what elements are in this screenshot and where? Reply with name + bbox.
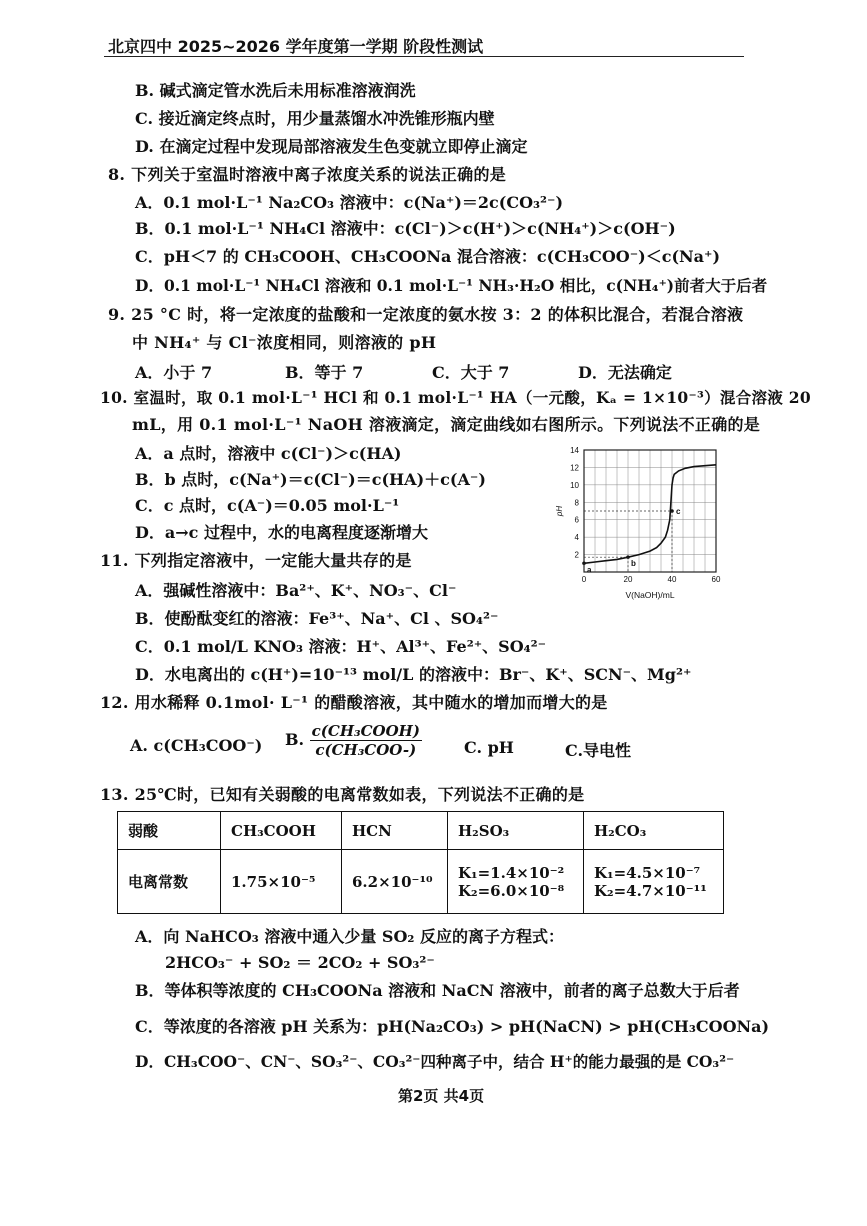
x-tick-label: 0 xyxy=(581,575,587,584)
point-b-label: b xyxy=(631,559,636,569)
q10-option-b: B．b 点时，c(Na⁺)＝c(Cl⁻)＝c(HA)＋c(A⁻) xyxy=(135,470,486,489)
fraction-denominator: c(CH₃COO-) xyxy=(315,741,417,759)
q13-option-a-equation: 2HCO₃⁻ + SO₂ ＝ 2CO₂ + SO₃²⁻ xyxy=(165,953,435,972)
q7-option-b: B. 碱式滴定管水洗后未用标准溶液润洗 xyxy=(135,81,416,100)
q9-stem-line1: 9. 25 °C 时，将一定浓度的盐酸和一定浓度的氨水按 3：2 的体积比混合，若混合溶液 xyxy=(108,305,744,324)
q12-option-c: C. pH xyxy=(464,738,514,757)
q12-option-b-label: B. xyxy=(285,730,305,749)
table-row xyxy=(118,850,724,914)
q10-stem-line2: mL，用 0.1 mol·L⁻¹ NaOH 溶液滴定，滴定曲线如右图所示。下列说法不正确的是 xyxy=(132,415,761,434)
h2so3-k1: K₁=1.4×10⁻² xyxy=(458,863,565,882)
q10-option-a: A．a 点时，溶液中 c(Cl⁻)＞c(HA) xyxy=(135,444,402,463)
q13-option-a-line1: A．向 NaHCO₃ 溶液中通入少量 SO₂ 反应的离子方程式： xyxy=(135,927,564,946)
table-header-row xyxy=(118,812,724,850)
header-rule xyxy=(104,56,744,57)
table-header-cell: H₂SO₃ xyxy=(448,812,584,850)
q9-stem-line2: 中 NH₄⁺ 与 Cl⁻浓度相同，则溶液的 pH xyxy=(132,333,437,352)
q8-option-c: C．pH＜7 的 CH₃COOH、CH₃COONa 混合溶液：c(CH₃COO⁻)＜c(Na⁺) xyxy=(135,247,721,266)
x-tick-label: 40 xyxy=(667,575,677,584)
table-cell: 6.2×10⁻¹⁰ xyxy=(342,850,448,914)
h2so3-k2: K₂=6.0×10⁻⁸ xyxy=(458,881,565,900)
x-tick-label: 20 xyxy=(623,575,633,584)
q12-stem: 12. 用水稀释 0.1mol· L⁻¹ 的醋酸溶液，其中随水的增加而增大的是 xyxy=(100,693,608,712)
ionization-constant-table xyxy=(117,811,724,914)
q8-option-d: D．0.1 mol·L⁻¹ NH₄Cl 溶液和 0.1 mol·L⁻¹ NH₃·H₂O 相比，c(NH₄⁺)前者大于后者 xyxy=(135,276,768,295)
q11-option-a: A．强碱性溶液中：Ba²⁺、K⁺、NO₃⁻、Cl⁻ xyxy=(135,581,457,600)
point-a-label: a xyxy=(587,565,592,575)
q7-option-d: D. 在滴定过程中发现局部溶液发生色变就立即停止滴定 xyxy=(135,137,528,156)
table-header-cell: H₂CO₃ xyxy=(584,812,724,850)
q11-stem: 11. 下列指定溶液中，一定能大量共存的是 xyxy=(100,551,412,570)
titration-curve-chart xyxy=(548,440,748,610)
h2co3-k2: K₂=4.7×10⁻¹¹ xyxy=(594,881,707,900)
q12-option-d: C.导电性 xyxy=(565,741,632,760)
table-header-cell: CH₃COOH xyxy=(221,812,342,850)
q8-option-b: B．0.1 mol·L⁻¹ NH₄Cl 溶液中：c(Cl⁻)＞c(H⁺)＞c(NH₄⁺)＞c(OH⁻) xyxy=(135,219,676,238)
q11-option-d: D．水电离出的 c(H⁺)=10⁻¹³ mol/L 的溶液中：Br⁻、K⁺、SCN⁻、Mg²⁺ xyxy=(135,665,692,684)
table-header-cell: HCN xyxy=(342,812,448,850)
q13-option-b: B．等体积等浓度的 CH₃COONa 溶液和 NaCN 溶液中，前者的离子总数大于后者 xyxy=(135,981,740,1000)
table-cell: 1.75×10⁻⁵ xyxy=(221,850,342,914)
page-footer: 第2页 共4页 xyxy=(398,1087,485,1105)
q8-option-a: A．0.1 mol·L⁻¹ Na₂CO₃ 溶液中：c(Na⁺)＝2c(CO₃²⁻) xyxy=(135,193,564,212)
h2co3-k1: K₁=4.5×10⁻⁷ xyxy=(594,863,701,882)
q9-option-b: B．等于 7 xyxy=(285,363,364,382)
q10-option-d: D．a→c 过程中，水的电离程度逐渐增大 xyxy=(135,523,428,542)
table-cell xyxy=(448,850,584,914)
point-c-label: c xyxy=(676,507,681,516)
q13-option-c: C．等浓度的各溶液 pH 关系为：pH(Na₂CO₃) > pH(NaCN) > pH(CH₃COONa) xyxy=(135,1017,770,1036)
y-tick-label: 6 xyxy=(574,515,579,525)
q12-option-b xyxy=(285,722,422,759)
q9-option-d: D．无法确定 xyxy=(578,363,672,382)
q11-option-c: C．0.1 mol/L KNO₃ 溶液：H⁺、Al³⁺、Fe²⁺、SO₄²⁻ xyxy=(135,637,547,656)
q8-stem: 8. 下列关于室温时溶液中离子浓度关系的说法正确的是 xyxy=(108,165,507,184)
y-tick-label: 8 xyxy=(574,498,579,508)
table-cell xyxy=(584,850,724,914)
q9-option-a: A．小于 7 xyxy=(135,363,213,382)
page-header: 北京四中 2025~2026 学年度第一学期 阶段性测试 xyxy=(108,37,484,56)
x-tick-label: 60 xyxy=(711,575,721,584)
y-tick-label: 10 xyxy=(570,480,579,490)
q13-option-d: D．CH₃COO⁻、CN⁻、SO₃²⁻、CO₃²⁻四种离子中，结合 H⁺的能力最强的是 CO₃²⁻ xyxy=(135,1052,735,1071)
q11-option-b: B．使酚酞变红的溶液：Fe³⁺、Na⁺、Cl 、SO₄²⁻ xyxy=(135,609,499,628)
y-tick-label: 4 xyxy=(574,533,579,543)
table-row-label: 电离常数 xyxy=(118,850,221,914)
x-axis-label: V(NaOH)/mL xyxy=(625,590,675,600)
q7-option-c: C. 接近滴定终点时，用少量蒸馏水冲洗锥形瓶内壁 xyxy=(135,109,495,128)
q10-option-c: C．c 点时，c(A⁻)＝0.05 mol·L⁻¹ xyxy=(135,496,400,515)
fraction-numerator: c(CH₃COOH) xyxy=(311,722,420,740)
y-tick-label: 14 xyxy=(570,446,579,455)
q12-option-b-fraction xyxy=(310,722,422,759)
y-tick-label: 12 xyxy=(570,463,579,473)
q12-option-a: A. c(CH₃COO⁻) xyxy=(130,736,263,755)
q9-option-c: C．大于 7 xyxy=(432,363,510,382)
q13-stem: 13. 25℃时，已知有关弱酸的电离常数如表，下列说法不正确的是 xyxy=(100,785,585,804)
table-header-cell: 弱酸 xyxy=(118,812,221,850)
y-axis-label: pH xyxy=(555,505,564,517)
q10-stem-line1: 10. 室温时，取 0.1 mol·L⁻¹ HCl 和 0.1 mol·L⁻¹ HA（一元酸，Kₐ = 1×10⁻³）混合溶液 20 xyxy=(100,388,811,407)
y-tick-label: 2 xyxy=(574,550,579,560)
